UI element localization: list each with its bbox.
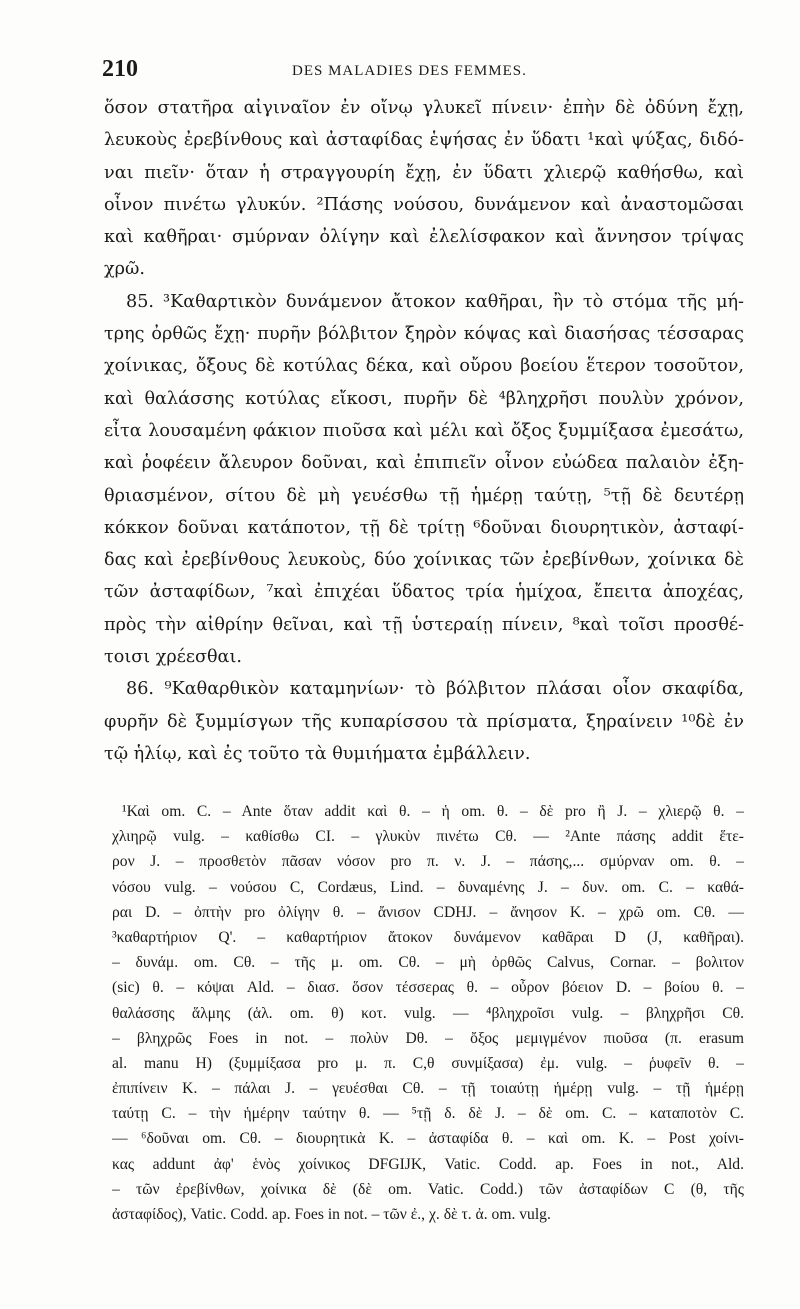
- footnote-line: ³καθαρτήριον Q'. – καθαρτήριον ἄτοκον δυνάμενον καθᾶραι D (J, καθῆραι).: [112, 928, 744, 946]
- footnote-line: ἐπιπίνειν K. – πάλαι J. – γευέσθαι Cθ. – τῇ τοιαύτῃ ἡμέρῃ vulg. – τῇ ἡμέρῃ: [112, 1080, 744, 1098]
- running-title: DES MALADIES DES FEMMES.: [292, 63, 527, 79]
- page-number: 210: [102, 56, 138, 82]
- text-line: θριασμένον, σίτου δὲ μὴ γευέσθω τῇ ἡμέρῃ ταύτῃ, ⁵τῇ δὲ δευτέρῃ: [104, 485, 744, 506]
- footnote-line: ρον J. – προσθετὸν πᾶσαν νόσον pro π. ν. J. – πάσης,... σμύρναν om. θ. –: [112, 853, 744, 871]
- text-line: χοίνικας, ὄξους δὲ κοτύλας δέκα, καὶ οὔρου βοείου ἕτερον τοσοῦτον,: [104, 356, 744, 377]
- footnote-line: νόσου vulg. – νούσου C, Cordæus, Lind. – δυναμένης J. – δυν. om. C. – καθά-: [112, 878, 744, 896]
- section-86-start: 86. ⁹Καθαρθικὸν καταμηνίων· τὸ βόλβιτον πλάσαι οἷον σκαφίδα,: [126, 679, 744, 700]
- text-line: φυρῆν δὲ ξυμμίσγων τῆς κυπαρίσσου τὰ πρίσματα, ξηραίνειν ¹⁰δὲ ἐν: [104, 711, 744, 732]
- footnote-line: ραι D. – ὀπτὴν pro ὀλίγην θ. – ἄνισον CDHJ. – ἄνησον K. – χρῶ om. Cθ. —: [112, 903, 744, 921]
- text-line: χρῶ.: [104, 259, 145, 280]
- footnote-line: θαλάσσης ἅλμης (ἁλ. om. θ) κοτ. vulg. — ⁴βληχροῖσι vulg. – βληχρῆσι Cθ.: [112, 1004, 744, 1022]
- footnote-line: – τῶν ἐρεβίνθων, χοίνικα δὲ (δὲ om. Vatic. Codd.) τῶν ἀσταφίδων C (θ, τῆς: [112, 1180, 744, 1198]
- text-line: καὶ ῥοφέειν ἄλευρον δοῦναι, καὶ ἐπιπιεῖν οἶνον εὐώδεα παλαιὸν ἐξη-: [104, 453, 744, 474]
- footnote-line: – βληχρῶς Foes in not. – πολὺν Dθ. – ὄξος μεμιγμένον πιοῦσα (π. erasum: [112, 1029, 744, 1047]
- footnote-line: χλιηρῷ vulg. – καθίσθω CI. – γλυκὺν πινέτω Cθ. — ²Ante πάσης addit ἕτε-: [112, 828, 744, 846]
- text-line: δας καὶ ἐρεβίνθους λευκοὺς, δύο χοίνικας τῶν ἐρεβίνθων, χοίνικα δὲ: [104, 550, 744, 571]
- footnote-line: — ⁶δοῦναι om. Cθ. – διουρητικὰ K. – ἀσταφίδα θ. – καὶ om. K. – Post χοίνι-: [112, 1130, 744, 1148]
- footnote-line: – δυνάμ. om. Cθ. – τῆς μ. om. Cθ. – μὴ ὀρθῶς Calvus, Cornar. – βολιτον: [112, 954, 744, 972]
- text-line: τῶν ἀσταφίδων, ⁷καὶ ἐπιχέαι ὕδατος τρία ἡμίχοα, ἔπειτα ἀποχέας,: [104, 582, 744, 603]
- footnote-line: ¹Καὶ om. C. – Ante ὅταν addit καὶ θ. – ἡ om. θ. – δὲ pro ἢ J. – χλιερῷ θ. –: [122, 803, 744, 820]
- text-line: ναι πιεῖν· ὅταν ἡ στραγγουρίη ἔχῃ, ἐν ὕδατι χλιερῷ καθήσθω, καὶ: [104, 162, 744, 183]
- greek-main-text: [104, 92, 744, 770]
- footnote-line: ταύτῃ C. – τὴν ἡμέρην ταύτην θ. — ⁵τῇ δ. δὲ J. – δὲ om. C. – καταποτὸν C.: [112, 1105, 744, 1123]
- footnote-line: (sic) θ. – κόψαι Ald. – διασ. ὅσον τέσσερας θ. – οὖρον βόειον D. – βοίου θ. –: [112, 979, 744, 997]
- text-line: ὅσον στατῆρα αἰγιναῖον ἐν οἴνῳ γλυκεῖ πίνειν· ἐπὴν δὲ ὀδύνη ἔχῃ,: [104, 98, 744, 118]
- text-line: λευκοὺς ἐρεβίνθους καὶ ἀσταφίδας ἑψήσας ἐν ὕδατι ¹καὶ ψύξας, διδό-: [104, 130, 744, 151]
- running-head: [102, 56, 742, 86]
- text-line: πρὸς τὴν αἰθρίην θεῖναι, καὶ τῇ ὑστεραίῃ πίνειν, ⁸καὶ τοῖσι προσθέ-: [104, 614, 744, 635]
- text-line: καὶ καθῆραι· σμύρναν ὀλίγην καὶ ἐλελίσφακον καὶ ἄννησον τρίψας: [104, 227, 744, 248]
- text-line: τρης ὀρθῶς ἔχῃ· πυρῆν βόλβιτον ξηρὸν κόψας καὶ διασήσας τέσσαρας: [104, 324, 744, 345]
- text-line: τῷ ἡλίῳ, καὶ ἐς τοῦτο τὰ θυμιήματα ἐμβάλλειν.: [104, 743, 531, 764]
- text-line: καὶ θαλάσσης κοτύλας εἴκοσι, πυρῆν δὲ ⁴βληχρῆσι πουλὺν χρόνον,: [104, 388, 744, 409]
- text-line: οἶνον πινέτω γλυκύν. ²Πάσης νούσου, δυνάμενον καὶ ἀναστομῶσαι: [104, 194, 744, 215]
- text-line: εἶτα λουσαμένη φάκιον πιοῦσα καὶ μέλι καὶ ὄξος ξυμμίξασα ἐμεσάτω,: [104, 420, 744, 441]
- text-line: τοισι χρέεσθαι.: [104, 647, 242, 668]
- section-85-start: 85. ³Καθαρτικὸν δυνάμενον ἄτοκον καθῆραι, ἢν τὸ στόμα τῆς μή-: [126, 291, 744, 312]
- text-line: κόκκον δοῦναι κατάποτον, τῇ δὲ τρίτῃ ⁶δοῦναι διουρητικὸν, ἀσταφί-: [104, 517, 744, 538]
- critical-apparatus-footnotes: [112, 799, 744, 1227]
- footnote-line: κας addunt ἀφ' ἑνὸς χοίνικος DFGIJK, Vatic. Codd. ap. Foes in not., Ald.: [112, 1155, 744, 1173]
- footnote-line: ἀσταφίδος), Vatic. Codd. ap. Foes in not. – τῶν ἐ., χ. δὲ τ. ἀ. om. vulg.: [112, 1206, 551, 1223]
- footnote-line: al. manu H) (ξυμμίξασα pro μ. π. C,θ συνμίξασα) ἐμ. vulg. – ῥυφεῖν θ. –: [112, 1054, 744, 1072]
